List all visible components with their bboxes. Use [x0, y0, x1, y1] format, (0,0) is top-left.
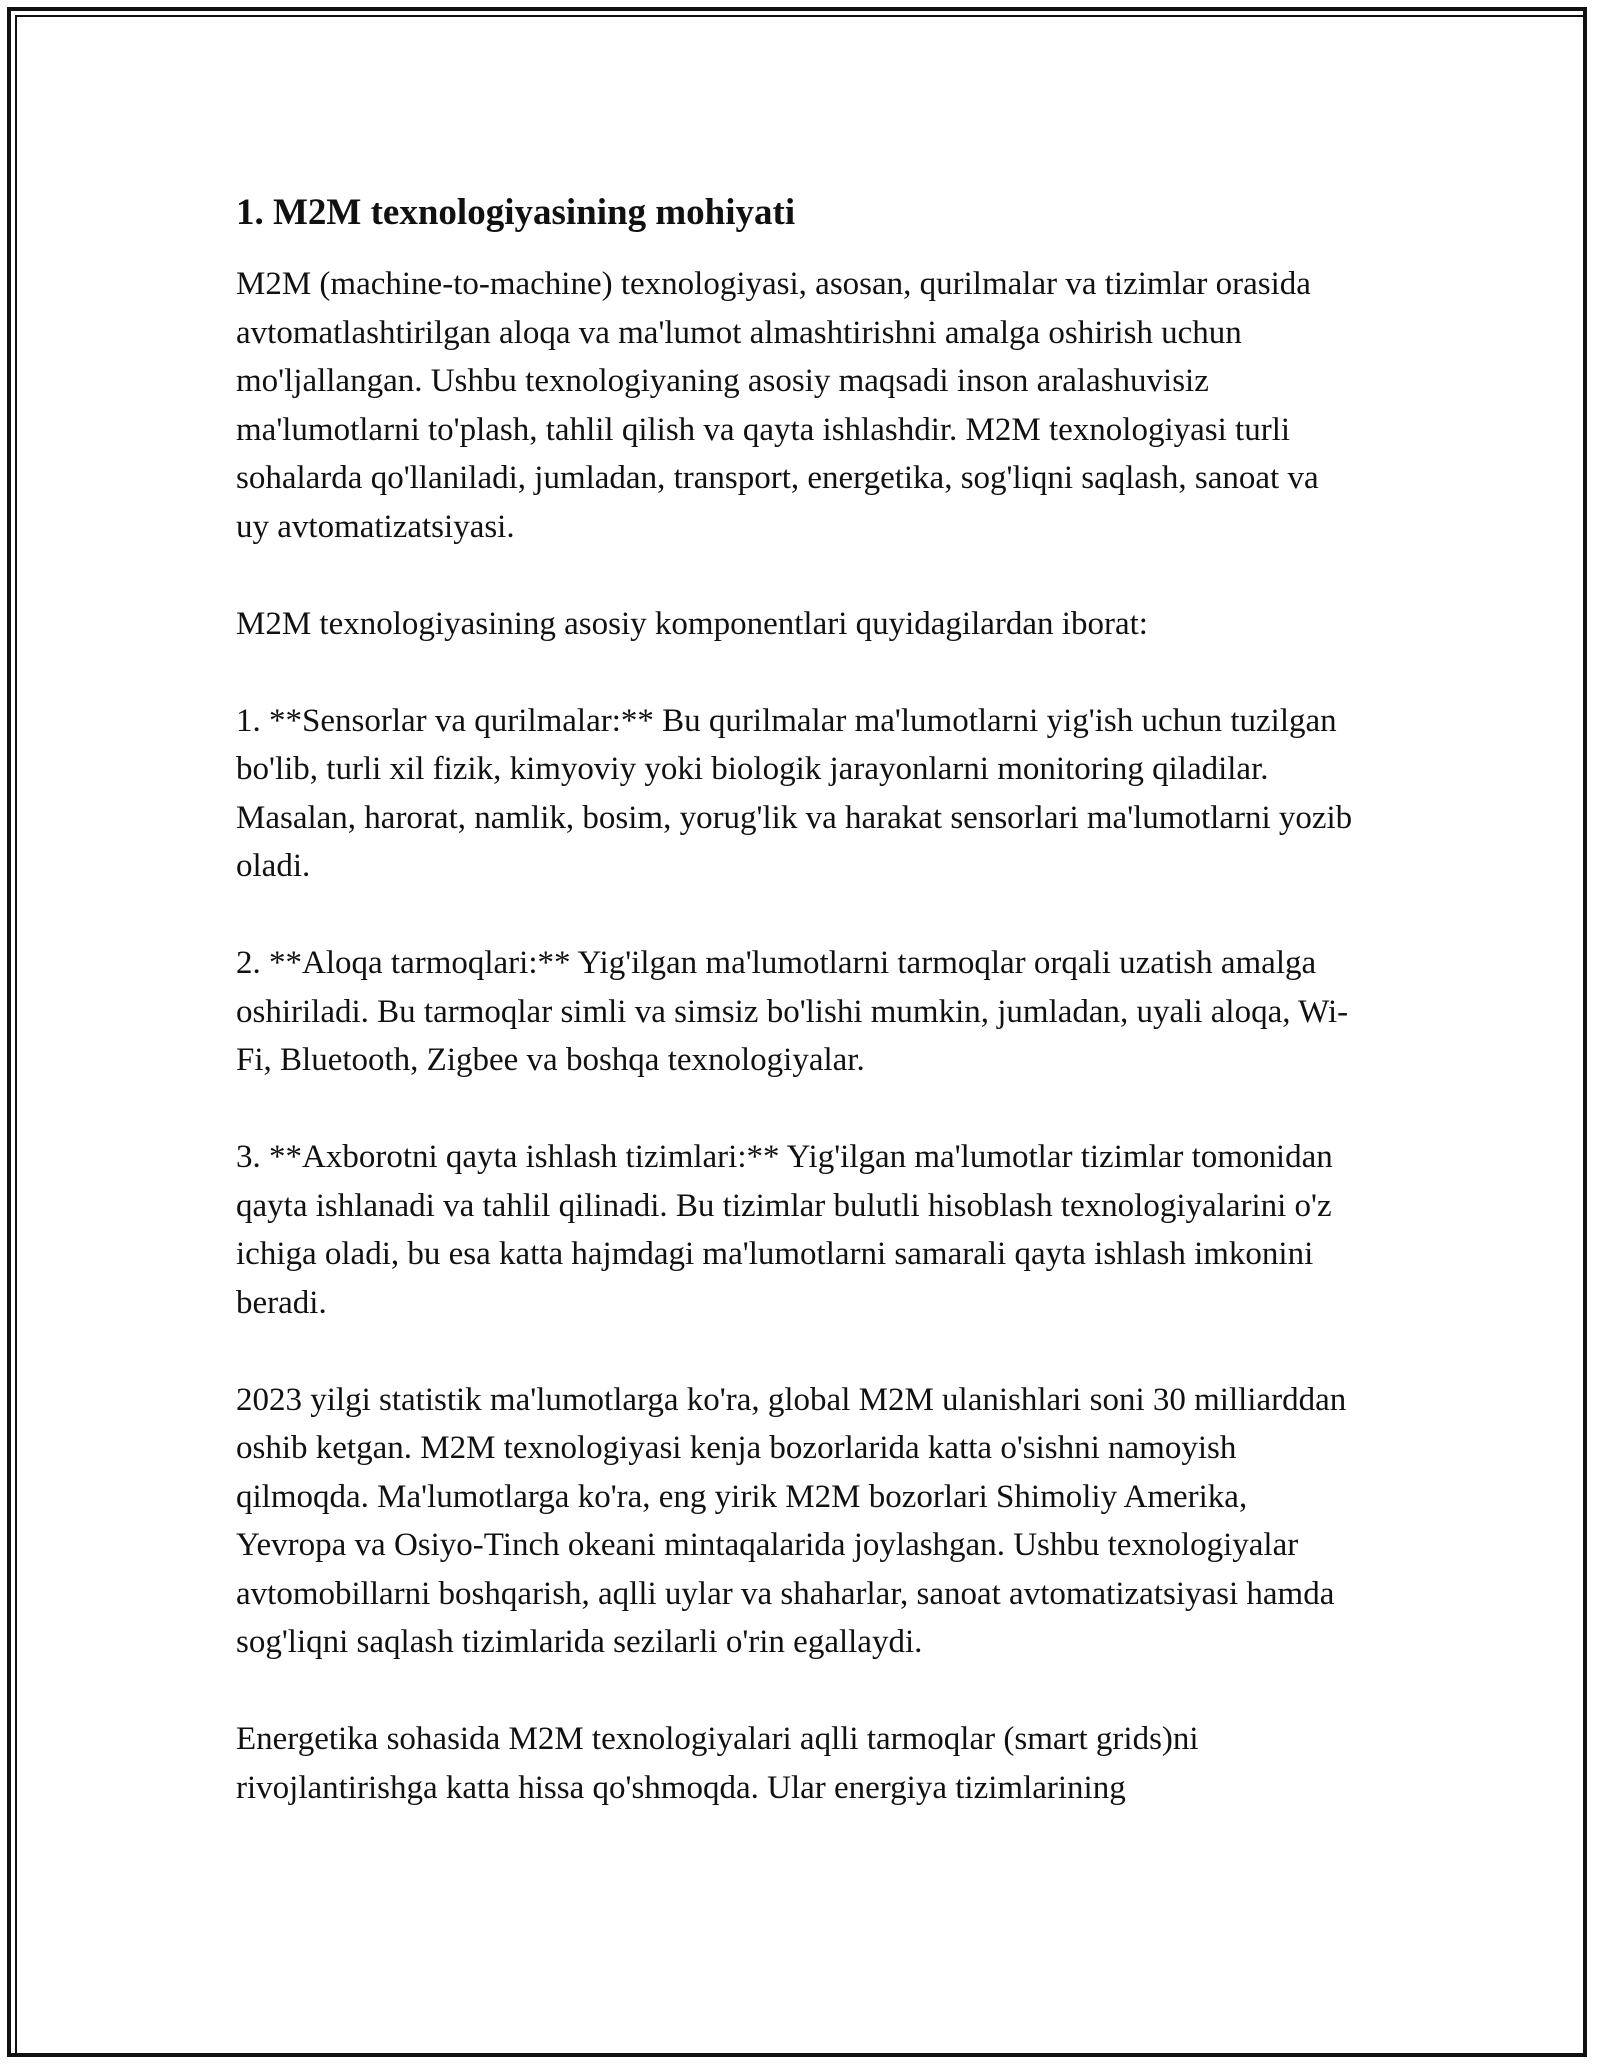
statistics-paragraph: 2023 yilgi statistik ma'lumotlarga ko'ra, global M2M ulanishlari soni 30 milliarddan oshib ketgan. M2M texnologiyasi kenja bozorlarida katta o'sishni namoyish qilmoqda. Ma'lumotlarga ko'ra, eng yirik M2M bozorlari Shimoliy Amerika, Yevropa va Osiyo-Tinch okeani mintaqalarida joylashgan. Ushbu texnologiyalar avtomobillarni boshqarish, aqlli uylar va shaharlar, sanoat avtomatizatsiyasi hamda sog'liqni saqlash tizimlarida sezilarli o'rin egallaydi. — [236, 1381, 1355, 1660]
paragraph-spacer — [236, 891, 1356, 940]
paragraph-spacer — [236, 551, 1356, 600]
paragraph-spacer — [236, 1085, 1356, 1134]
list-item-networks: 2. **Aloqa tarmoqlari:** Yig'ilgan ma'lumotlarni tarmoqlar orqali uzatish amalga oshiriladi. Bu tarmoqlar simli va simsiz bo'lishi mumkin, jumladan, uyali aloqa, Wi-Fi, Bluetooth, Zigbee va boshqa texnologiyalar. — [236, 945, 1349, 1078]
intro-paragraph: M2M (machine-to-machine) texnologiyasi, asosan, qurilmalar va tizimlar orasida avtomatlashtirilgan aloqa va ma'lumot almashtirishni amalga oshirish uchun mo'ljallangan. Ushbu texnologiyaning asosiy maqsadi inson aralashuvisiz ma'lumotlarni to'plash, tahlil qilish va qayta ishlashdir. M2M texnologiyasi turli sohalarda qo'llaniladi, jumladan, transport, energetika, sog'liqni saqlash, sanoat va uy avtomatizatsiyasi. — [236, 266, 1327, 545]
paragraph-spacer — [236, 648, 1356, 697]
list-item-processing: 3. **Axborotni qayta ishlash tizimlari:** Yig'ilgan ma'lumotlar tizimlar tomonidan qayta ishlanadi va tahlil qilinadi. Bu tizimlar bulutli hisoblash texnologiyalarini o'z ichiga oladi, bu esa katta hajmdagi ma'lumotlarni samarali qayta ishlash imkonini beradi. — [236, 1139, 1341, 1321]
components-intro-paragraph: M2M texnologiyasining asosiy komponentlari quyidagilardan iborat: — [236, 605, 1148, 642]
paragraph-spacer — [236, 1327, 1356, 1376]
document-body — [236, 186, 1361, 1812]
energy-paragraph: Energetika sohasida M2M texnologiyalari aqlli tarmoqlar (smart grids)ni rivojlantirishga katta hissa qo'shmoqda. Ular energiya tizimlarining — [236, 1721, 1207, 1806]
list-item-sensors: 1. **Sensorlar va qurilmalar:** Bu qurilmalar ma'lumotlarni yig'ish uchun tuzilgan bo'lib, turli xil fizik, kimyoviy yoki biologik jarayonlarni monitoring qiladilar. Masalan, harorat, namlik, bosim, yorug'lik va harakat sensorlari ma'lumotlarni yozib oladi. — [236, 702, 1361, 884]
section-heading: 1. M2M texnologiyasining mohiyati — [236, 192, 796, 233]
paragraph-spacer — [236, 1667, 1356, 1716]
